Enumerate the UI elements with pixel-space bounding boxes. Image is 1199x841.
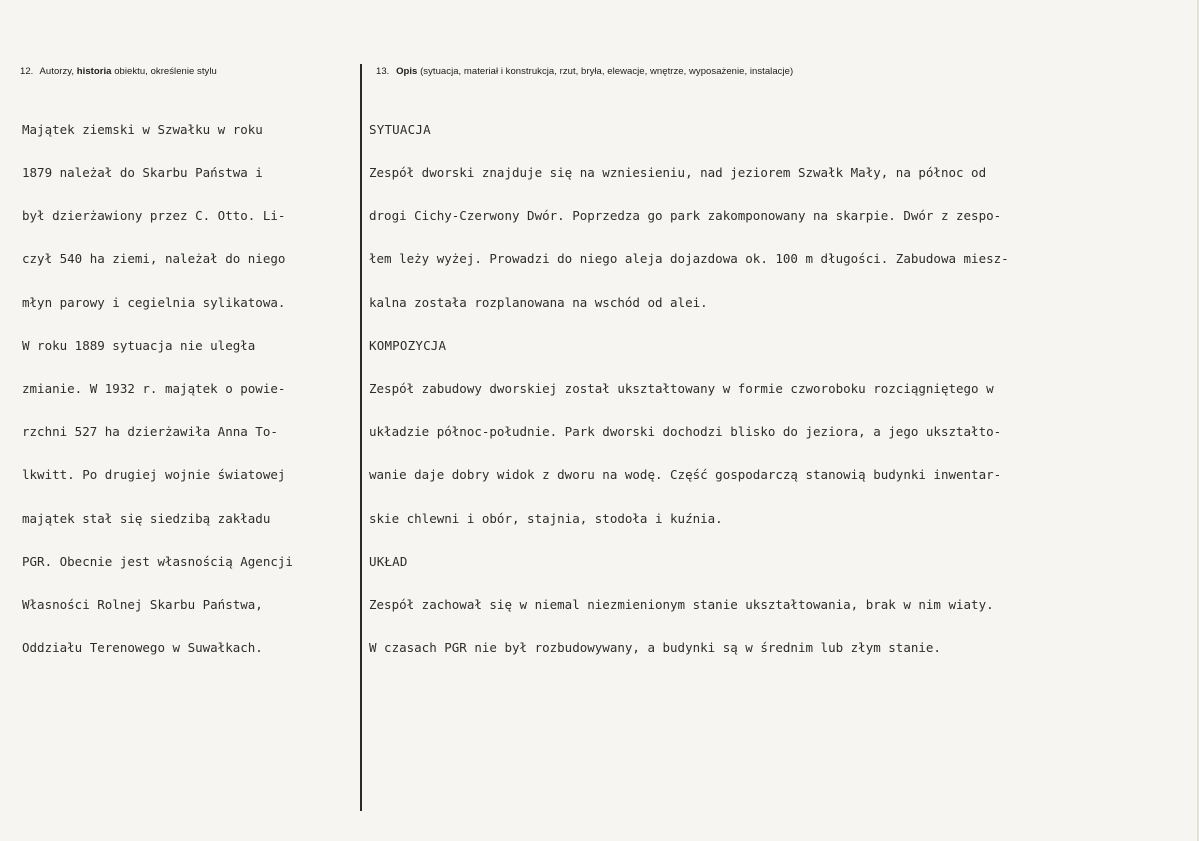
field-13-number: 13. xyxy=(376,66,390,77)
history-line: był dzierżawiony przez C. Otto. Li- xyxy=(22,208,286,224)
section-heading-sytuacja: SYTUACJA xyxy=(369,121,431,137)
description-line: drogi Cichy-Czerwony Dwór. Poprzedza go park zakomponowany na skarpie. Dwór z zespo- xyxy=(369,208,1002,224)
field-13-header xyxy=(376,66,793,77)
description-line: Zespół dworski znajduje się na wzniesieniu, nad jeziorem Szwałk Mały, na północ od xyxy=(369,165,987,181)
history-line: Własności Rolnej Skarbu Państwa, xyxy=(22,597,263,613)
history-line: PGR. Obecnie jest własnością Agencji xyxy=(22,553,293,569)
history-text xyxy=(22,94,367,684)
history-line: Oddziału Terenowego w Suwałkach. xyxy=(22,640,263,656)
description-line: układzie północ-południe. Park dworski dochodzi blisko do jeziora, a jego ukształto- xyxy=(369,424,1002,440)
description-line: Zespół zabudowy dworskiej został ukształtowany w formie czworoboku rozciągniętego w xyxy=(369,381,994,397)
description-line: Zespół zachował się w niemal niezmienionym stanie ukształtowania, brak w nim wiaty. xyxy=(369,597,994,613)
field-12-header xyxy=(20,66,217,77)
section-heading-kompozycja: KOMPOZYCJA xyxy=(369,337,447,353)
history-line: rzchni 527 ha dzierżawiła Anna To- xyxy=(22,424,278,440)
field-13-header-rest: (sytuacja, materiał i konstrukcja, rzut, bryła, elewacje, wnętrze, wyposażenie, instalacje) xyxy=(420,66,794,77)
field-12-number: 12. xyxy=(20,66,34,77)
description-text xyxy=(369,94,1189,684)
history-line: W roku 1889 sytuacja nie uległa xyxy=(22,337,256,353)
history-line: zmianie. W 1932 r. majątek o powie- xyxy=(22,381,286,397)
history-line: Majątek ziemski w Szwałku w roku xyxy=(22,121,263,137)
section-heading-uklad: UKŁAD xyxy=(369,553,408,569)
field-12-header-plain: Autorzy, xyxy=(39,66,75,77)
history-line: czył 540 ha ziemi, należał do niego xyxy=(22,251,286,267)
field-12-header-rest: obiektu, określenie stylu xyxy=(114,66,217,77)
history-line: 1879 należał do Skarbu Państwa i xyxy=(22,165,263,181)
field-12-header-bold: historia xyxy=(76,66,112,77)
history-line: majątek stał się siedzibą zakładu xyxy=(22,510,271,526)
description-line: W czasach PGR nie był rozbudowywany, a budynki są w średnim lub złym stanie. xyxy=(369,640,941,656)
description-line: łem leży wyżej. Prowadzi do niego aleja dojazdowa ok. 100 m długości. Zabudowa miesz- xyxy=(369,251,1009,267)
history-line: młyn parowy i cegielnia sylikatowa. xyxy=(22,294,286,310)
field-13-header-bold: Opis xyxy=(396,66,418,77)
description-line: skie chlewni i obór, stajnia, stodoła i kuźnia. xyxy=(369,510,723,526)
history-line: lkwitt. Po drugiej wojnie światowej xyxy=(22,467,286,483)
description-line: wanie daje dobry widok z dworu na wodę. Część gospodarczą stanowią budynki inwentar- xyxy=(369,467,1002,483)
description-line: kalna została rozplanowana na wschód od alei. xyxy=(369,294,708,310)
